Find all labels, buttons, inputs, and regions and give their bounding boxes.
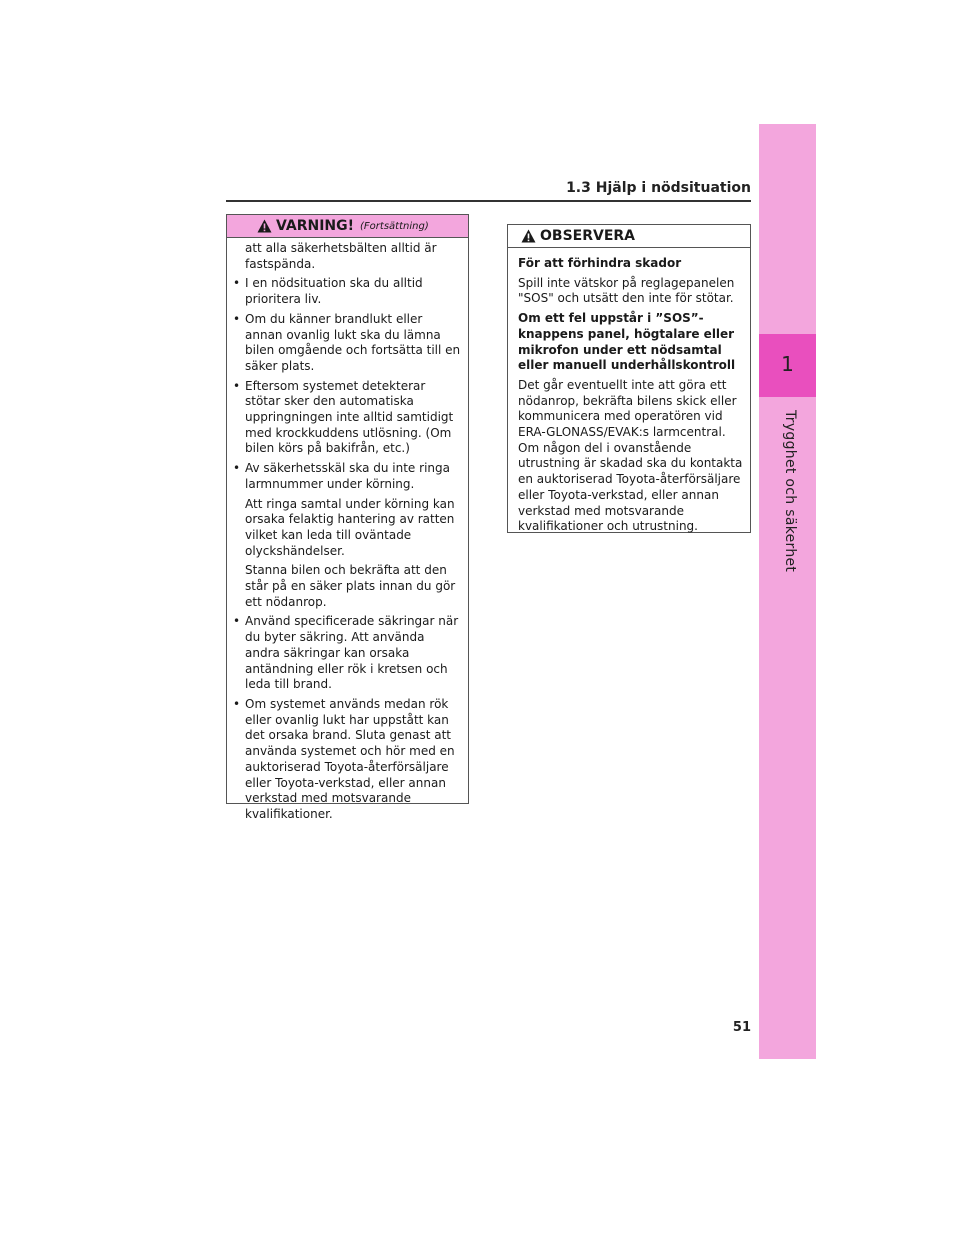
list-item: • Eftersom systemet detekterar stötar sker den automatiska uppringningen inte alltid samtidigt med krockkuddens utlösning. (Om bilen körs på bakifrån, etc.) — [233, 378, 454, 456]
warning-title: VARNING! — [276, 218, 355, 234]
section-title: 1.3 Hjälp i nödsituation — [566, 180, 751, 196]
warning-continued: (Fortsättning) — [360, 220, 429, 232]
caution-triangle-icon — [521, 229, 536, 243]
list-item: • Om systemet används medan rök eller ovanlig lukt har uppstått kan det orsaka brand. Sluta genast att använda systemet och hör med en auktoriserad Toyota-återförsäljare eller Toyota-verkstad, eller annan verkstad med motsvarande kvalifikationer. — [233, 696, 455, 821]
chapter-label: Trygghet och säkerhet — [782, 410, 798, 573]
observera-heading: För att förhindra skador — [518, 256, 682, 270]
chapter-number: 1 — [781, 352, 794, 376]
observera-text: Det går eventuellt inte att göra ett nödanrop, bekräfta bilens skick eller kommunicera med operatören vid ERA-GLONASS/EVAK:s larmcentral. Om någon del i ovanstående utrustning är skadad ska du kontakta en auktoriserad Toyota-återförsäljare eller Toyota-verkstad, eller annan verkstad med motsvarande kvalifikationer och utrustning. — [518, 377, 743, 534]
sub-paragraph: Stanna bilen och bekräfta att den står på en säker plats innan du gör ett nödanrop. — [245, 563, 456, 609]
list-item: • Använd specificerade säkringar när du byter säkring. Att använda andra säkringar kan orsaka antändning eller rök i kretsen och leda till brand. — [233, 614, 459, 692]
list-item: • I en nödsituation ska du alltid prioritera liv. — [233, 276, 423, 307]
warning-header — [227, 215, 468, 238]
observera-title: OBSERVERA — [540, 228, 636, 244]
observera-text: Spill inte vätskor på reglagepanelen "SOS" och utsätt den inte för stötar. — [518, 275, 735, 306]
warning-box — [226, 214, 469, 821]
sub-paragraph: Att ringa samtal under körning kan orsaka felaktig hantering av ratten vilket kan leda till oväntade olyckshändelser. — [245, 496, 455, 558]
observera-header — [508, 225, 750, 248]
list-item: • Om du känner brandlukt eller annan ovanlig lukt ska du lämna bilen omgående och fortsätta till en säker plats. — [233, 311, 461, 373]
observera-box — [507, 224, 751, 533]
warning-triangle-icon — [257, 219, 272, 233]
observera-heading: Om ett fel uppstår i ”SOS”-knappens panel, högtalare eller mikrofon under ett nödsamtal eller manuell underhållskontroll — [518, 311, 736, 373]
page-number: 51 — [732, 1020, 751, 1035]
warning-intro: att alla säkerhetsbälten alltid är fastspända. — [245, 241, 437, 271]
header-divider — [226, 200, 751, 202]
list-item: • Av säkerhetsskäl ska du inte ringa larmnummer under körning. — [233, 461, 450, 491]
